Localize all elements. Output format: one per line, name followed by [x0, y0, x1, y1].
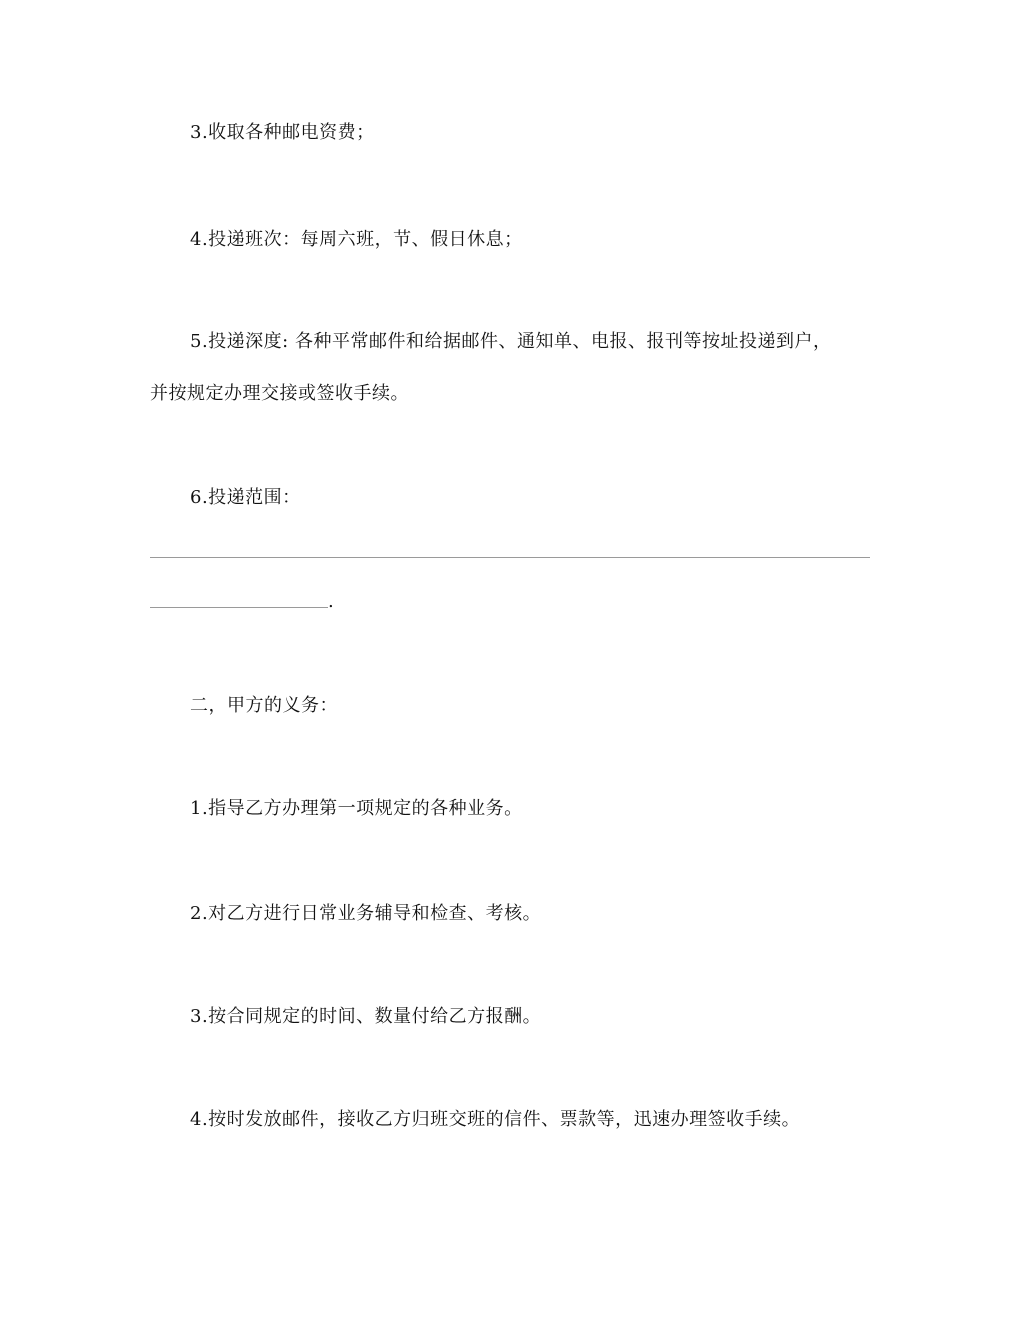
paragraph-item-6: 6.投递范围：: [190, 487, 301, 508]
obligation-item-2: 2.对乙方进行日常业务辅导和检查、考核。: [190, 903, 542, 924]
obligation-item-4: 4.按时发放邮件，接收乙方归班交班的信件、票款等，迅速办理签收手续。: [190, 1109, 801, 1130]
paragraph-item-4: 4.投递班次：每周六班，节、假日休息；: [190, 229, 523, 250]
paragraph-item-5-line-2: 并按规定办理交接或签收手续。: [150, 383, 409, 404]
blank-fill-line-short: [150, 607, 328, 608]
blank-fill-period: .: [328, 591, 335, 612]
section-heading-party-a-obligations: 二，甲方的义务：: [190, 695, 338, 716]
obligation-item-1: 1.指导乙方办理第一项规定的各种业务。: [190, 798, 523, 819]
paragraph-item-3: 3.收取各种邮电资费；: [190, 122, 375, 143]
obligation-item-3: 3.按合同规定的时间、数量付给乙方报酬。: [190, 1006, 542, 1027]
paragraph-item-5-line-1: 5.投递深度: 各种平常邮件和给据邮件、通知单、电报、报刊等按址投递到户，: [190, 331, 832, 352]
blank-fill-line-long: [150, 557, 870, 558]
